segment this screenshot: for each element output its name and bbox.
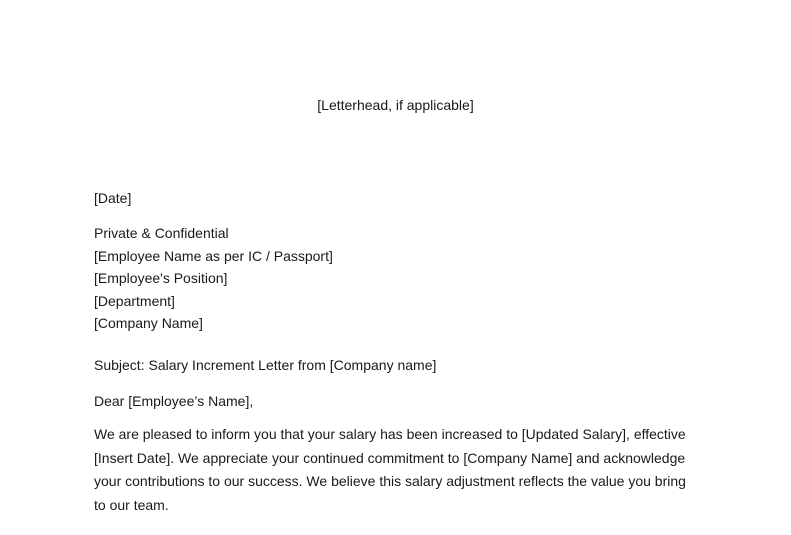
recipient-block: [94, 222, 333, 335]
employee-position: [Employee's Position]: [94, 270, 228, 286]
letter-subject: Subject: Salary Increment Letter from [Company name]: [94, 357, 437, 373]
letterhead-placeholder: [Letterhead, if applicable]: [317, 97, 474, 113]
employee-name: [Employee Name as per IC / Passport]: [94, 247, 333, 264]
body-line: to our team.: [94, 496, 169, 513]
body-line: [Insert Date]. We appreciate your continued commitment to [Company Name] and acknowledge: [94, 449, 686, 466]
letter-date: [Date]: [94, 190, 132, 206]
body-line: We are pleased to inform you that your salary has been increased to [Updated Salary], effective: [94, 426, 686, 442]
company-name: [Company Name]: [94, 315, 203, 331]
letter-greeting: Dear [Employee’s Name],: [94, 393, 254, 409]
employee-department: [Department]: [94, 292, 175, 309]
confidential-label: Private & Confidential: [94, 225, 229, 241]
body-paragraph: [94, 423, 704, 517]
body-line: your contributions to our success. We believe this salary adjustment reflects the value you bring: [94, 473, 686, 489]
